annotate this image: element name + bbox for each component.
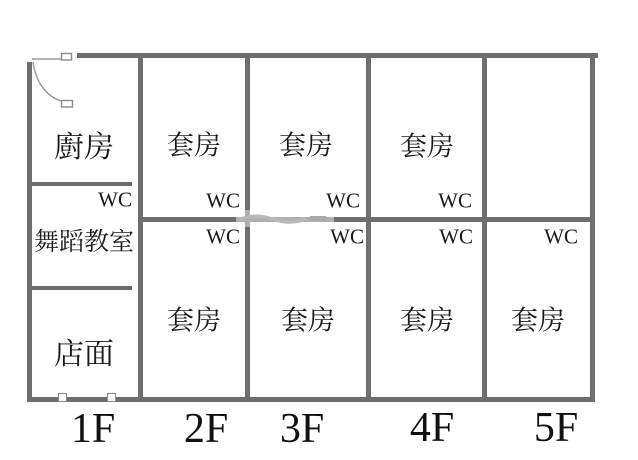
watermark-icon: [236, 210, 334, 227]
bottom-door-marker-icon: [107, 393, 116, 402]
floor-label-2f: 2F: [183, 406, 229, 452]
wall-4f-5f: [482, 58, 487, 397]
wc-label-1f: WC: [98, 187, 132, 212]
kitchen-divider-wall: [32, 182, 132, 186]
room-label-suite-4f-lower: 套房: [400, 305, 454, 336]
wc-label-5f-lower: WC: [544, 224, 578, 249]
room-label-suite-4f-upper: 套房: [400, 131, 454, 162]
wall-1f-2f: [138, 58, 143, 397]
outer-wall-right: [590, 53, 595, 402]
room-label-suite-2f-lower: 套房: [167, 305, 221, 336]
room-label-suite-3f-lower: 套房: [281, 305, 335, 336]
floor-label-3f: 3F: [279, 406, 325, 452]
wc-label-4f-lower: WC: [439, 224, 473, 249]
wc-label-2f-upper: WC: [206, 188, 240, 213]
mid-horizontal-wall: [138, 217, 595, 222]
room-label-suite-5f-lower: 套房: [511, 305, 565, 336]
room-label-suite-2f-upper: 套房: [167, 130, 221, 161]
room-label-suite-3f-upper: 套房: [279, 130, 333, 161]
floor-label-4f: 4F: [409, 405, 455, 451]
outer-wall-top: [77, 53, 598, 58]
wall-2f-3f: [245, 58, 250, 397]
dance-room-divider-wall: [32, 286, 132, 290]
bottom-door-marker-icon: [58, 393, 67, 402]
door-swing-icon: [25, 48, 85, 114]
room-label-storefront: 店面: [54, 338, 114, 371]
wc-label-4f-upper: WC: [438, 188, 472, 213]
wall-3f-4f: [366, 58, 371, 397]
floor-label-5f: 5F: [533, 405, 579, 451]
wc-label-3f-lower: WC: [330, 224, 364, 249]
room-label-dance-room: 舞蹈教室: [33, 228, 135, 256]
wc-label-3f-upper: WC: [326, 188, 360, 213]
wc-label-2f-lower: WC: [206, 224, 240, 249]
floor-label-1f: 1F: [70, 406, 116, 452]
room-label-kitchen: 廚房: [54, 131, 114, 164]
